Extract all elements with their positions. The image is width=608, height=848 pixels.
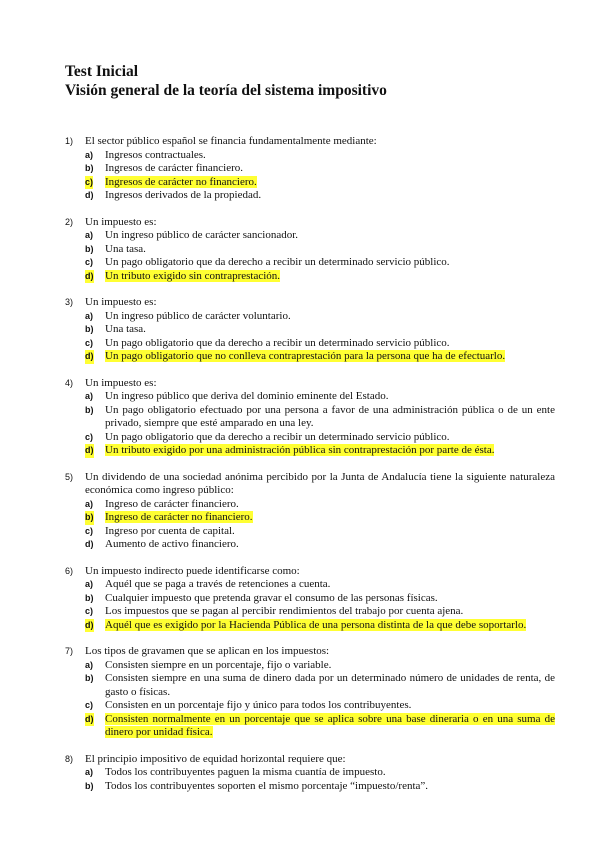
question-text: Un impuesto es: xyxy=(85,296,157,308)
option-letter: d) xyxy=(85,539,94,549)
answer-option xyxy=(85,578,555,592)
answer-option xyxy=(85,229,555,243)
option-letter: d) xyxy=(85,350,94,364)
question-text: Un impuesto indirecto puede identificarse como: xyxy=(85,564,300,577)
question-text: Un impuesto es: xyxy=(85,376,157,389)
question-item xyxy=(65,645,555,740)
option-letter: a) xyxy=(85,579,94,589)
question-text: El principio impositivo de equidad horizontal requiere que: xyxy=(85,752,346,765)
option-text xyxy=(105,243,555,257)
option-letter: b) xyxy=(85,780,94,791)
question-item xyxy=(65,296,555,364)
option-text xyxy=(105,713,555,740)
answer-option xyxy=(85,323,555,337)
highlighted-answer: Ingreso de carácter no financiero. xyxy=(105,511,253,523)
option-text-content: Los impuestos que se pagan al percibir rendimientos del trabajo por cuenta ajena. xyxy=(105,605,464,617)
option-letter: d) xyxy=(85,190,94,200)
option-letter: a) xyxy=(85,391,94,401)
option-text-content: Ingresos derivados de la propiedad. xyxy=(105,189,262,201)
answer-option xyxy=(85,444,555,458)
option-text-content: Todos los contribuyentes soporten el mismo porcentaje “impuesto/renta”. xyxy=(105,779,429,792)
question-item xyxy=(65,377,555,458)
question-number: 8) xyxy=(65,753,74,764)
option-text xyxy=(105,525,555,539)
option-letter: c) xyxy=(85,431,94,442)
answer-option xyxy=(85,525,555,539)
option-text xyxy=(105,766,555,780)
option-text-content: Ingresos contractuales. xyxy=(105,148,206,161)
option-letter: b) xyxy=(85,404,94,415)
answer-option xyxy=(85,149,555,163)
answer-option xyxy=(85,310,555,324)
option-letter: a) xyxy=(85,767,94,777)
answer-option xyxy=(85,672,555,699)
option-text-content: Todos los contribuyentes paguen la misma cuantía de impuesto. xyxy=(105,766,386,778)
option-letter: b) xyxy=(85,511,94,525)
option-text xyxy=(105,619,555,633)
highlighted-answer: Ingresos de carácter no financiero. xyxy=(105,175,257,188)
option-text xyxy=(105,229,555,243)
question-number: 4) xyxy=(65,377,74,388)
option-text xyxy=(105,431,555,445)
answer-option xyxy=(85,538,555,552)
option-text-content: Cualquier impuesto que pretenda gravar el consumo de las personas físicas. xyxy=(105,591,438,604)
option-letter: c) xyxy=(85,176,93,190)
option-text xyxy=(105,699,555,713)
option-letter: b) xyxy=(85,243,94,254)
answer-option xyxy=(85,390,555,404)
question-item xyxy=(65,565,555,633)
highlighted-answer: Aquél que es exigido por la Hacienda Pública de una persona distinta de la que debe soportarlo. xyxy=(105,618,527,631)
question-item xyxy=(65,135,555,203)
option-text xyxy=(105,256,555,270)
option-letter: b) xyxy=(85,163,94,173)
answer-option xyxy=(85,189,555,203)
option-letter: a) xyxy=(85,310,94,321)
option-text xyxy=(105,538,555,552)
question-text: Un impuesto es: xyxy=(85,215,157,228)
option-text-content: Un ingreso público de carácter sancionador. xyxy=(105,229,299,241)
option-letter: c) xyxy=(85,337,94,348)
option-text-content: Un pago obligatorio efectuado por una persona a favor de una administración pública o de un ente privado, siempre que esté amparado en una ley. xyxy=(105,403,555,429)
answer-option xyxy=(85,256,555,270)
option-text xyxy=(105,605,555,619)
option-text-content: Consisten siempre en un porcentaje, fijo o variable. xyxy=(105,658,332,671)
answer-option xyxy=(85,404,555,431)
answer-option xyxy=(85,270,555,284)
option-text xyxy=(105,390,555,404)
option-letter: b) xyxy=(85,673,94,683)
question-text: El sector público español se financia fundamentalmente mediante: xyxy=(85,135,377,147)
document-title: Test Inicial xyxy=(65,63,139,80)
option-text-content: Ingresos de carácter financiero. xyxy=(105,162,244,174)
answer-option xyxy=(85,498,555,512)
option-letter: d) xyxy=(85,270,94,284)
question-number: 3) xyxy=(65,297,74,307)
answer-option xyxy=(85,766,555,780)
option-text xyxy=(105,592,555,606)
highlighted-answer: Un tributo exigido por una administración pública sin contraprestación por parte de ésta. xyxy=(105,444,495,456)
answer-option xyxy=(85,619,555,633)
highlighted-answer: Un tributo exigido sin contraprestación. xyxy=(105,269,281,282)
question-item xyxy=(65,216,555,284)
question-list xyxy=(65,135,555,793)
option-letter: a) xyxy=(85,230,94,240)
option-letter: a) xyxy=(85,659,94,670)
option-text xyxy=(105,350,555,364)
option-text xyxy=(105,672,555,699)
answer-option xyxy=(85,511,555,525)
option-text xyxy=(105,270,555,284)
option-text-content: Una tasa. xyxy=(105,242,146,255)
option-text xyxy=(105,149,555,163)
answer-option xyxy=(85,176,555,190)
option-text-content: Un pago obligatorio que da derecho a recibir un determinado servicio público. xyxy=(105,430,450,443)
question-item xyxy=(65,753,555,794)
option-letter: b) xyxy=(85,592,94,603)
option-text-content: Un pago obligatorio que da derecho a recibir un determinado servicio público. xyxy=(105,336,450,349)
option-letter: c) xyxy=(85,700,94,710)
answer-option xyxy=(85,659,555,673)
option-text-content: Consisten en un porcentaje fijo y único para todos los contribuyentes. xyxy=(105,699,412,711)
option-text xyxy=(105,310,555,324)
option-text xyxy=(105,162,555,176)
option-letter: a) xyxy=(85,498,94,509)
answer-option xyxy=(85,162,555,176)
option-text xyxy=(105,498,555,512)
option-letter: a) xyxy=(85,149,94,160)
answer-option xyxy=(85,431,555,445)
answer-option xyxy=(85,713,555,740)
option-letter: b) xyxy=(85,324,94,334)
answer-option xyxy=(85,350,555,364)
question-number: 2) xyxy=(65,216,74,227)
option-text-content: Aquél que se paga a través de retenciones a cuenta. xyxy=(105,578,331,590)
question-number: 6) xyxy=(65,565,74,576)
answer-option xyxy=(85,699,555,713)
option-text xyxy=(105,189,555,203)
document-page xyxy=(65,62,555,793)
option-text-content: Un ingreso público de carácter voluntario. xyxy=(105,309,291,322)
option-text-content: Un ingreso público que deriva del dominio eminente del Estado. xyxy=(105,390,389,402)
option-letter: c) xyxy=(85,257,94,267)
answer-option xyxy=(85,337,555,351)
option-text-content: Aumento de activo financiero. xyxy=(105,538,239,550)
option-letter: d) xyxy=(85,444,94,458)
option-text xyxy=(105,404,555,431)
question-text: Un dividendo de una sociedad anónima percibido por la Junta de Andalucía tiene la siguiente naturaleza económica como ingreso público: xyxy=(85,470,555,496)
option-text-content: Consisten siempre en una suma de dinero dada por un determinado número de unidades de renta, de gasto o físicas. xyxy=(105,672,555,698)
option-text-content: Un pago obligatorio que da derecho a recibir un determinado servicio público. xyxy=(105,256,450,268)
answer-option xyxy=(85,605,555,619)
option-text xyxy=(105,780,555,794)
option-text xyxy=(105,176,555,190)
question-number: 5) xyxy=(65,471,74,482)
question-number: 1) xyxy=(65,136,74,146)
option-text xyxy=(105,511,555,525)
option-letter: c) xyxy=(85,606,94,616)
option-letter: c) xyxy=(85,525,94,536)
question-text: Los tipos de gravamen que se aplican en los impuestos: xyxy=(85,645,330,657)
option-text xyxy=(105,659,555,673)
option-text xyxy=(105,444,555,458)
option-letter: d) xyxy=(85,713,94,727)
option-text-content: Una tasa. xyxy=(105,323,146,335)
option-text xyxy=(105,337,555,351)
option-text xyxy=(105,578,555,592)
highlighted-answer: Un pago obligatorio que no conlleva contraprestación para la persona que ha de efectuarlo. xyxy=(105,350,506,362)
option-text-content: Ingreso de carácter financiero. xyxy=(105,497,239,510)
document-subtitle: Visión general de la teoría del sistema impositivo xyxy=(65,82,387,99)
option-text-content: Ingreso por cuenta de capital. xyxy=(105,524,235,537)
option-text xyxy=(105,323,555,337)
question-number: 7) xyxy=(65,646,74,656)
question-item xyxy=(65,471,555,552)
answer-option xyxy=(85,243,555,257)
option-letter: d) xyxy=(85,619,94,633)
highlighted-answer: Consisten normalmente en un porcentaje que se aplica sobre una base dineraria o en una suma de dinero por unidad física. xyxy=(105,712,555,738)
answer-option xyxy=(85,780,555,794)
answer-option xyxy=(85,592,555,606)
